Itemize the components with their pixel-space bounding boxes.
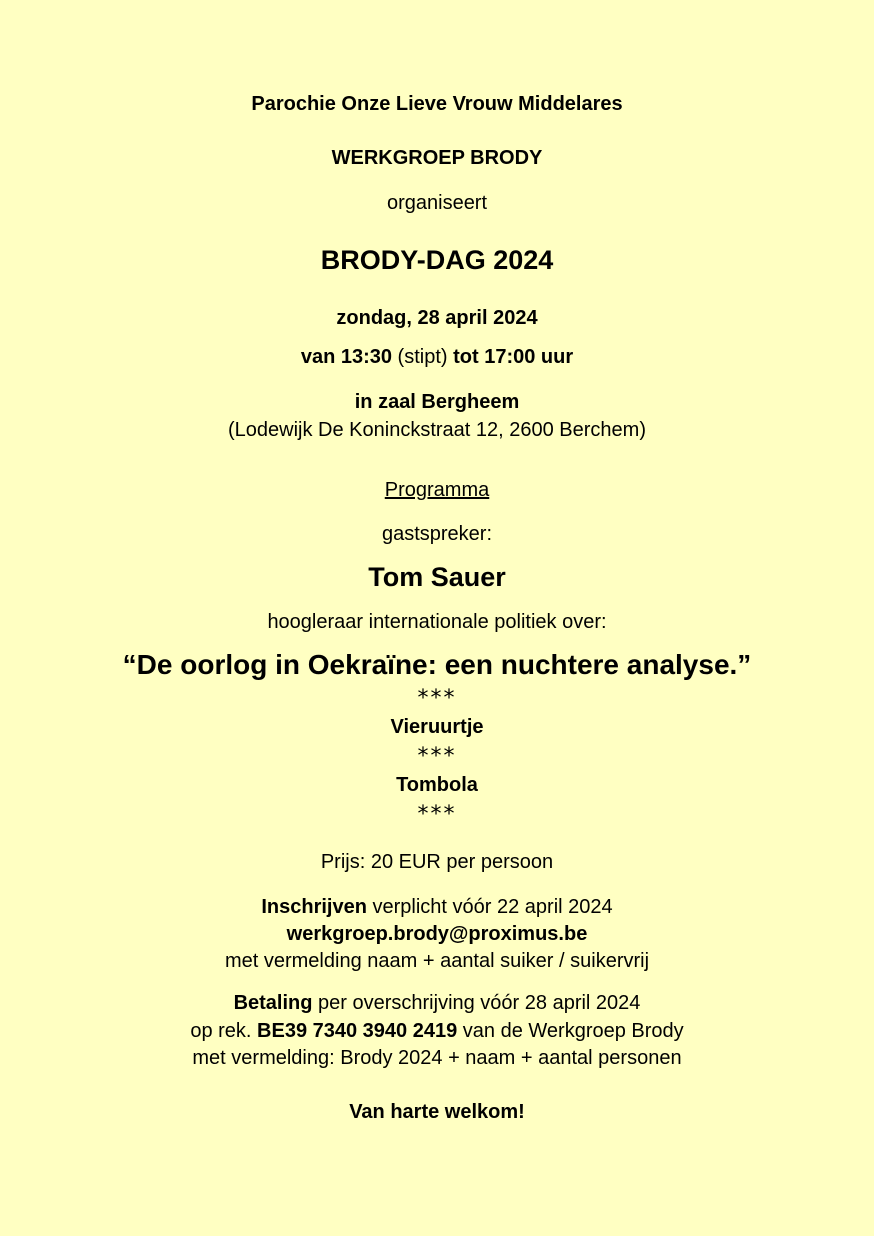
event-date: zondag, 28 april 2024 — [336, 307, 538, 329]
payment-line — [0, 992, 874, 1015]
closing-text: Van harte welkom! — [349, 1101, 525, 1123]
speaker-role: hoogleraar internationale politiek over: — [267, 611, 607, 633]
registration-line — [0, 896, 874, 919]
payment-label: Betaling — [233, 992, 313, 1014]
registration-email[interactable]: werkgroep.brody@proximus.be — [286, 923, 588, 945]
registration-text: verplicht vóór 22 april 2024 — [366, 896, 613, 918]
venue-address: (Lodewijk De Koninckstraat 12, 2600 Berchem) — [228, 419, 646, 441]
payment-note: met vermelding: Brody 2024 + naam + aantal personen — [192, 1047, 682, 1069]
time-from: van 13:30 — [300, 346, 392, 368]
program-item-snack: Vieruurtje — [390, 716, 484, 738]
payment-account-line — [0, 1020, 874, 1043]
registration-note: met vermelding naam + aantal suiker / suikervrij — [224, 950, 650, 972]
price-text: Prijs: 20 EUR per persoon — [320, 851, 554, 873]
time-to: tot 17:00 uur — [453, 346, 574, 368]
group-name: WERKGROEP BRODY — [331, 147, 543, 169]
separator-2: *** — [417, 744, 457, 769]
separator-3: *** — [417, 802, 457, 827]
speaker-label: gastspreker: — [381, 523, 493, 545]
organizes-text: organiseert — [386, 192, 488, 214]
account-number: BE39 7340 3940 2419 — [257, 1020, 458, 1042]
parish-name: Parochie Onze Lieve Vrouw Middelares — [251, 93, 623, 115]
separator-1: *** — [417, 686, 457, 711]
account-prefix: op rek. — [190, 1020, 258, 1042]
account-suffix: van de Werkgroep Brody — [457, 1020, 684, 1042]
event-title: BRODY-DAG 2024 — [320, 245, 554, 275]
speaker-name: Tom Sauer — [368, 562, 506, 592]
event-time — [0, 346, 874, 369]
registration-label: Inschrijven — [261, 896, 367, 918]
time-note: (stipt) — [392, 346, 454, 368]
program-item-raffle: Tombola — [396, 774, 478, 796]
talk-title: “De oorlog in Oekraïne: een nuchtere analyse.” — [122, 649, 752, 680]
program-heading: Programma — [384, 479, 490, 501]
venue-name: in zaal Bergheem — [354, 391, 520, 413]
payment-text: per overschrijving vóór 28 april 2024 — [312, 992, 641, 1014]
